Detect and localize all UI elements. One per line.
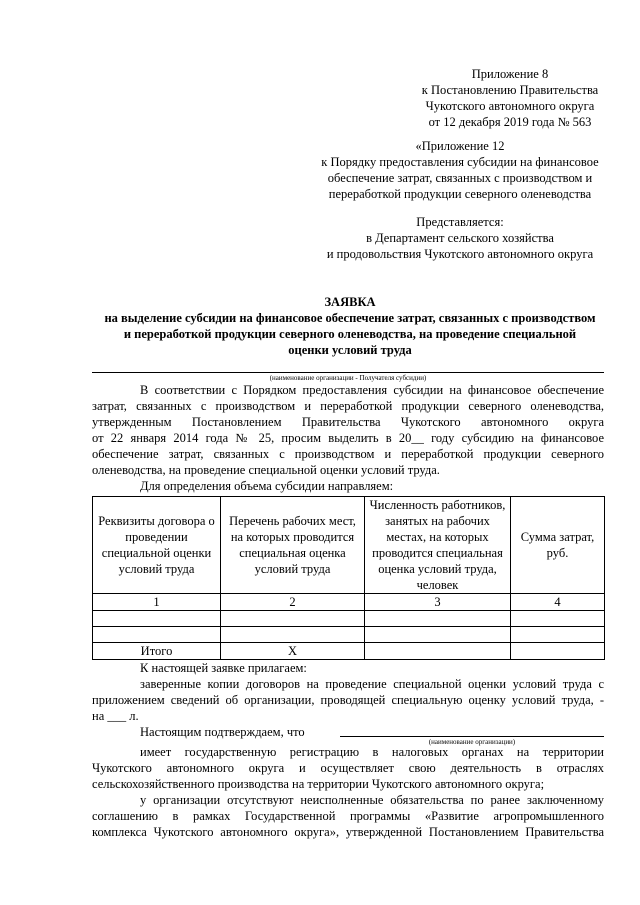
table-cell xyxy=(221,611,365,627)
attach-line1: К настоящей заявке прилагаем: xyxy=(140,661,307,675)
table-cell xyxy=(365,611,511,627)
table-cell xyxy=(511,627,605,643)
table-row xyxy=(93,611,605,627)
table-number-row xyxy=(93,594,605,611)
title-line2: и переработкой продукции северного оленеводства, на проведение специальной xyxy=(123,327,577,341)
organization-name-line xyxy=(92,372,604,373)
table-header-row xyxy=(93,497,605,594)
document-title xyxy=(80,294,620,358)
appendix8-line2: к Постановлению Правительства xyxy=(421,83,599,97)
table-cell xyxy=(365,643,511,660)
submitted-line1: Представляется: xyxy=(416,215,504,229)
confirm-caption: (наименование организации) xyxy=(428,738,516,746)
attach-line2: заверенные копии договоров на проведение специальной оценки условий труда с xyxy=(140,677,604,691)
body-line2: затрат, связанных с производством и переработкой продукции северного оленеводства, xyxy=(92,399,604,413)
body-line6: оленеводства, на проведение специальной оценки условий труда. xyxy=(92,463,440,477)
attach-line4: на ___ л. xyxy=(92,709,139,723)
table-cell: 1 xyxy=(93,594,221,611)
title-line1: на выделение субсидии на финансовое обеспечение затрат, связанных с производством xyxy=(104,311,596,325)
appendix12-block xyxy=(300,138,620,202)
table-cell: 4 xyxy=(511,594,605,611)
confirm-line5: соглашению в рамках Государственной программы «Развитие агропромышленного xyxy=(92,809,604,823)
appendix12-line4: переработкой продукции северного оленеводства xyxy=(328,187,592,201)
table-header-cell: Сумма затрат, руб. xyxy=(511,497,605,594)
table-header-cell: Реквизиты договора о проведении специальной оценки условий труда xyxy=(93,497,221,594)
appendix8-line4: от 12 декабря 2019 года № 563 xyxy=(428,115,592,129)
body-line4: от 22 января 2014 года № 25, просим выделить в 20__ году субсидию на финансовое xyxy=(92,431,604,445)
table-cell: 2 xyxy=(221,594,365,611)
appendix12-line1: «Приложение 12 xyxy=(415,139,505,153)
body-line3: утвержденным Постановлением Правительства Чукотского автономного округа xyxy=(92,415,604,429)
table-cell xyxy=(93,611,221,627)
confirm-line6: комплекса Чукотского автономного округа», утвержденной Постановлением Правительства xyxy=(92,825,604,839)
attach-line3: приложением сведений об организации, проводящей специальную оценку условий труда, - xyxy=(92,693,604,707)
body-line5: обеспечение затрат, связанных с производством и переработкой продукции северного xyxy=(92,447,604,461)
submitted-line2: в Департамент сельского хозяйства xyxy=(366,231,554,245)
table-cell: 3 xyxy=(365,594,511,611)
table-cell xyxy=(93,627,221,643)
table-row xyxy=(93,627,605,643)
subsidy-table xyxy=(92,496,605,660)
confirm-label: Настоящим подтверждаем, что xyxy=(140,725,305,739)
appendix12-line3: обеспечение затрат, связанных с производством и xyxy=(327,171,593,185)
confirm-line2: Чукотского автономного округа и осуществляет свою деятельность в отраслях xyxy=(92,761,604,775)
body-line7: Для определения объема субсидии направляем: xyxy=(140,479,394,493)
table-header-cell: Перечень рабочих мест, на которых проводится специальная оценка условий труда xyxy=(221,497,365,594)
confirm-line3: сельскохозяйственного производства на территории Чукотского автономного округа; xyxy=(92,777,545,791)
table-cell xyxy=(511,643,605,660)
confirm-line1: имеет государственную регистрацию в налоговых органах на территории xyxy=(140,745,604,759)
table-cell: Итого xyxy=(93,643,221,660)
table-cell xyxy=(221,627,365,643)
submitted-line3: и продовольствия Чукотского автономного округа xyxy=(326,247,594,261)
body-line1: В соответствии с Порядком предоставления субсидии на финансовое обеспечение xyxy=(140,383,604,397)
table-cell xyxy=(365,627,511,643)
appendix8-line1: Приложение 8 xyxy=(471,67,549,81)
appendix12-line2: к Порядку предоставления субсидии на финансовое xyxy=(321,155,599,169)
table-cell: Х xyxy=(221,643,365,660)
table-header-cell: Численность работников, занятых на рабочих местах, на которых проводится специальная оценка условий труда, человек xyxy=(365,497,511,594)
title-line3: оценки условий труда xyxy=(288,343,412,357)
organization-caption: (наименование организации - Получателя субсидии) xyxy=(269,374,427,382)
confirm-line4: у организации отсутствуют неисполненные обязательства по ранее заключенному xyxy=(140,793,604,807)
appendix8-line3: Чукотского автономного округа xyxy=(425,99,595,113)
appendix8-block xyxy=(400,66,620,130)
confirm-organization-line xyxy=(340,736,604,737)
table-total-row xyxy=(93,643,605,660)
table-cell xyxy=(511,611,605,627)
title-heading: ЗАЯВКА xyxy=(324,295,376,309)
submitted-block xyxy=(300,214,620,262)
